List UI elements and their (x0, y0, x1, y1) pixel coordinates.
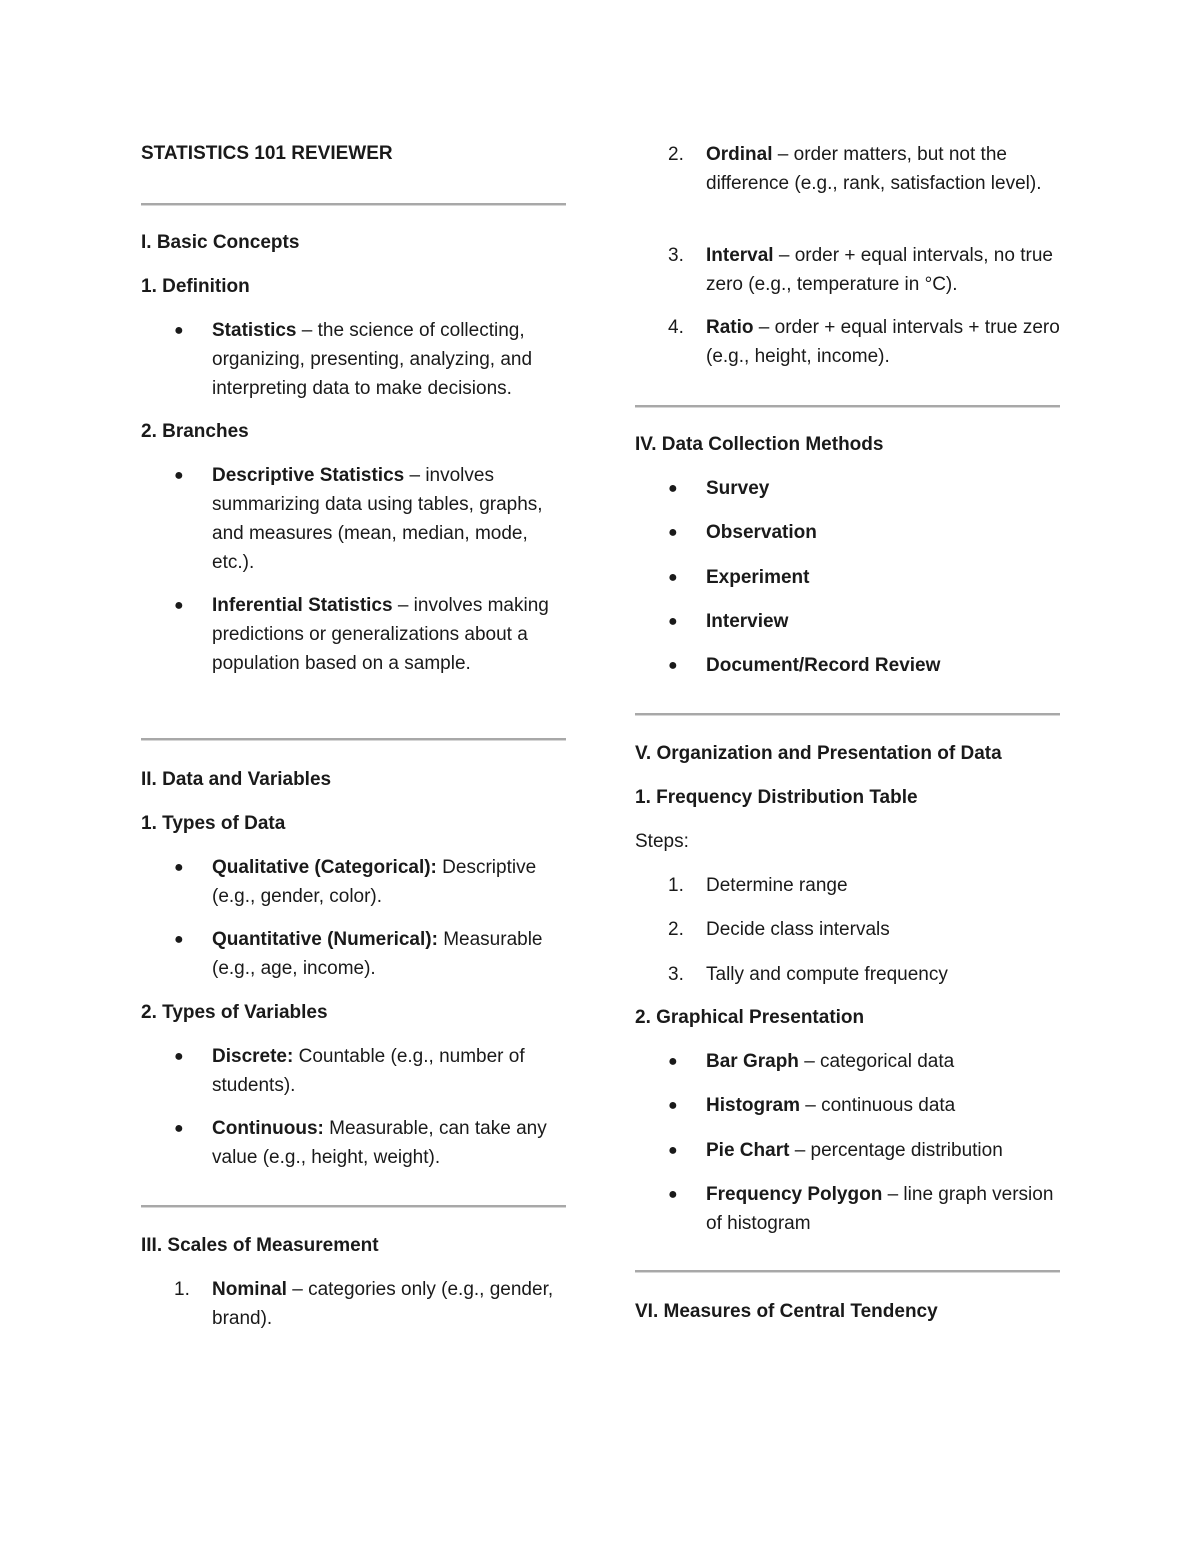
section-heading-data-variables: II. Data and Variables (141, 769, 332, 790)
term: Observation (706, 522, 817, 543)
list-item (635, 915, 1060, 944)
section-divider (141, 203, 566, 206)
section-divider (635, 1270, 1060, 1273)
section-heading-scales: III. Scales of Measurement (141, 1235, 379, 1256)
item-number: 1. (668, 875, 684, 896)
list-item (635, 607, 1060, 636)
item-number: 2. (668, 919, 684, 940)
description: – categorical data (798, 1051, 955, 1072)
bullet-icon: ● (174, 1120, 184, 1137)
list-item (635, 871, 1060, 900)
bullet-icon: ● (668, 1053, 678, 1070)
bullet-icon: ● (668, 480, 678, 497)
section-divider (141, 738, 566, 741)
bullet-icon: ● (668, 524, 678, 541)
list-item (141, 853, 566, 911)
description: – line graph version of histogram (706, 1184, 1054, 1234)
subheading-definition: 1. Definition (141, 276, 250, 297)
description: – order + equal intervals + true zero (e.g., height, income). (706, 317, 1060, 367)
bullet-icon: ● (174, 322, 184, 339)
list-item (635, 140, 1060, 198)
description: – involves making predictions or generalizations about a population based on a sample. (212, 595, 549, 674)
steps-label: Steps: (635, 831, 689, 852)
list-item (141, 1114, 566, 1172)
description: Measurable, can take any value (e.g., height, weight). (212, 1118, 547, 1168)
bullet-icon: ● (174, 859, 184, 876)
bullet-icon: ● (174, 931, 184, 948)
term: Interval (706, 245, 774, 266)
list-item (635, 1180, 1060, 1238)
description: – order + equal intervals, no true zero (e.g., temperature in °C). (706, 245, 1053, 295)
bullet-icon: ● (174, 1048, 184, 1065)
term: Interview (706, 611, 789, 632)
bullet-icon: ● (668, 613, 678, 630)
list-item (635, 1091, 1060, 1120)
bullet-icon: ● (668, 569, 678, 586)
term: Bar Graph (706, 1051, 799, 1072)
list-item (635, 518, 1060, 547)
description: – continuous data (799, 1095, 956, 1116)
term: Ratio (706, 317, 754, 338)
description: – percentage distribution (789, 1140, 1003, 1161)
term: Descriptive Statistics (212, 465, 405, 486)
item-number: 4. (668, 317, 684, 338)
list-item (635, 474, 1060, 503)
subheading-types-of-data: 1. Types of Data (141, 813, 286, 834)
term: Survey (706, 478, 770, 499)
subheading-graphical-presentation: 2. Graphical Presentation (635, 1007, 865, 1028)
section-divider (635, 405, 1060, 408)
section-heading-data-collection: IV. Data Collection Methods (635, 434, 884, 455)
section-divider (635, 713, 1060, 716)
description: Measurable (e.g., age, income). (212, 929, 543, 979)
subheading-frequency-table: 1. Frequency Distribution Table (635, 787, 918, 808)
item-number: 3. (668, 245, 684, 266)
description: Descriptive (e.g., gender, color). (212, 857, 537, 907)
term: Document/Record Review (706, 655, 941, 676)
list-item (635, 1047, 1060, 1076)
subheading-branches: 2. Branches (141, 421, 249, 442)
term: Continuous: (212, 1118, 324, 1139)
section-heading-central-tendency: VI. Measures of Central Tendency (635, 1301, 938, 1322)
term: Frequency Polygon (706, 1184, 883, 1205)
term: Discrete: (212, 1046, 294, 1067)
bullet-icon: ● (174, 467, 184, 484)
term: Qualitative (Categorical): (212, 857, 437, 878)
item-number: 2. (668, 144, 684, 165)
item-number: 3. (668, 964, 684, 985)
term: Experiment (706, 567, 810, 588)
list-item (141, 461, 566, 577)
term: Histogram (706, 1095, 800, 1116)
document-title: STATISTICS 101 REVIEWER (141, 143, 393, 164)
list-item (635, 1136, 1060, 1165)
term: Quantitative (Numerical): (212, 929, 438, 950)
description: Countable (e.g., number of students). (212, 1046, 525, 1096)
list-item (141, 1042, 566, 1100)
section-heading-basic-concepts: I. Basic Concepts (141, 232, 300, 253)
bullet-icon: ● (668, 1097, 678, 1114)
subheading-types-of-variables: 2. Types of Variables (141, 1002, 328, 1023)
section-heading-organization: V. Organization and Presentation of Data (635, 743, 1002, 764)
description: Determine range (706, 875, 848, 896)
bullet-icon: ● (668, 1186, 678, 1203)
term: Nominal (212, 1279, 287, 1300)
list-item (635, 241, 1060, 299)
list-item (635, 313, 1060, 371)
section-divider (141, 1205, 566, 1208)
description: Decide class intervals (706, 919, 890, 940)
term: Statistics (212, 320, 297, 341)
description: – order matters, but not the difference (e.g., rank, satisfaction level). (706, 144, 1042, 194)
list-item (635, 563, 1060, 592)
list-item (141, 591, 566, 678)
description: – categories only (e.g., gender, brand). (212, 1279, 554, 1329)
bullet-icon: ● (668, 1142, 678, 1159)
list-item (141, 1275, 566, 1333)
term: Pie Chart (706, 1140, 790, 1161)
term: Ordinal (706, 144, 773, 165)
list-item (635, 960, 1060, 989)
bullet-icon: ● (668, 657, 678, 674)
description: – involves summarizing data using tables, graphs, and measures (mean, median, mode, etc.). (212, 465, 543, 573)
description: Tally and compute frequency (706, 964, 948, 985)
list-item (635, 651, 1060, 680)
description: – the science of collecting, organizing, presenting, analyzing, and interpreting data to make decisions. (212, 320, 533, 399)
item-number: 1. (174, 1279, 190, 1300)
list-item (141, 925, 566, 983)
bullet-icon: ● (174, 597, 184, 614)
list-item (141, 316, 566, 403)
term: Inferential Statistics (212, 595, 393, 616)
